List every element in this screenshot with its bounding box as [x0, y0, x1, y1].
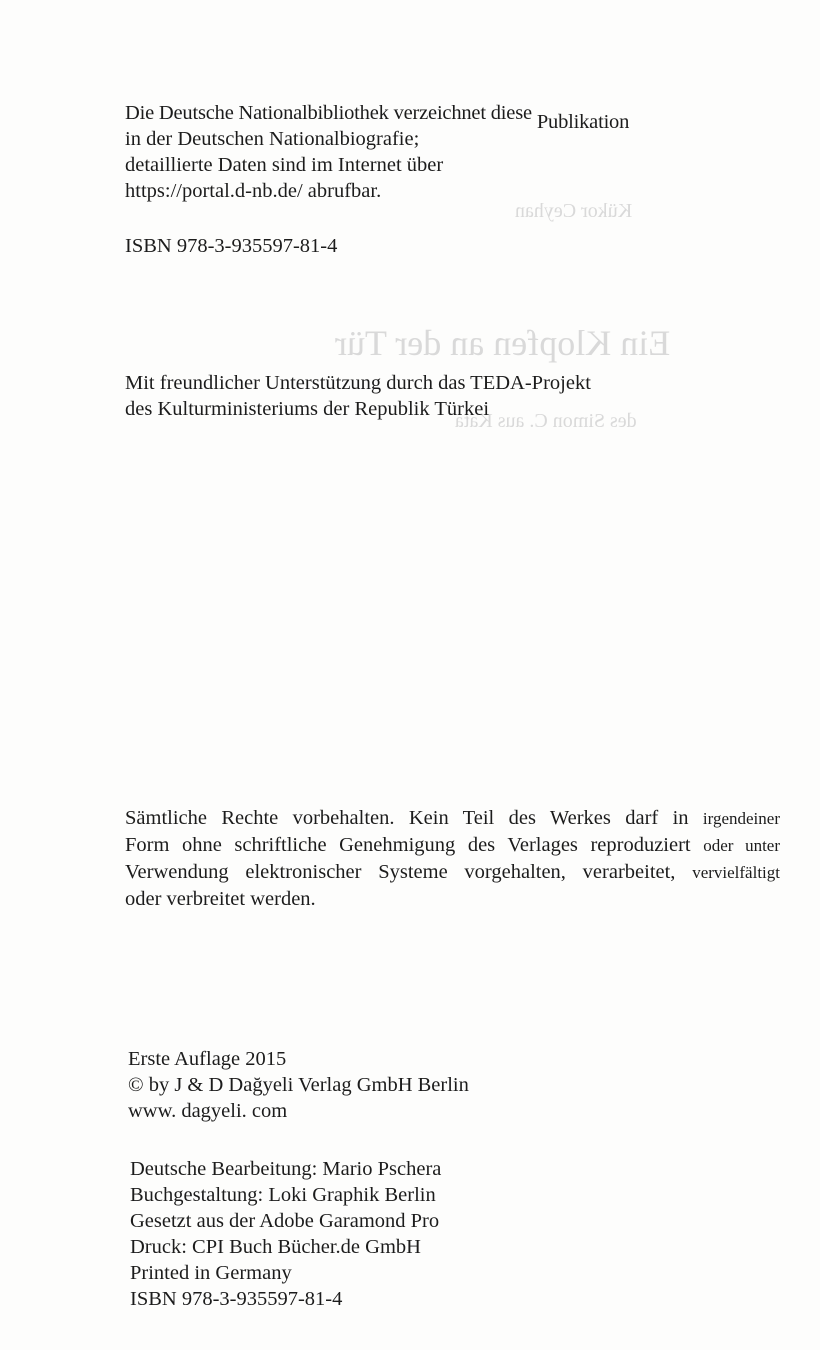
- rights-line3: [125, 859, 780, 886]
- isbn-top: [125, 233, 337, 259]
- support-notice: [125, 370, 591, 422]
- rights-line1-small: irgendeiner: [702, 809, 780, 828]
- bleed-through-decoration: Ein Klopfen an der Tür: [335, 323, 671, 363]
- bleed-through-decoration: Kükor Ceyhan: [515, 200, 633, 222]
- dnb-notice-line4: https://portal.d-nb.de/ abrufbar.: [125, 180, 382, 202]
- rights-line1: [125, 805, 780, 832]
- rights-line3-main: Verwendung elektronischer Systeme vorgehalten, verarbeitet,: [125, 861, 676, 883]
- dnb-notice-line3: detaillierte Daten sind im Internet über: [125, 154, 444, 176]
- credit-print: Druck: CPI Buch Bücher.de GmbH: [130, 1236, 421, 1258]
- isbn-top-text: ISBN 978-3-935597-81-4: [125, 235, 338, 257]
- first-edition: Erste Auflage 2015: [128, 1048, 287, 1070]
- support-line2: des Kulturministeriums der Republik Türkei: [125, 398, 490, 420]
- rights-line2: [125, 832, 780, 859]
- rights-notice: [125, 805, 780, 912]
- dnb-notice-line: [125, 100, 630, 133]
- rights-line4: oder verbreitet werden.: [125, 888, 316, 910]
- support-line1: Mit freundlicher Unterstützung durch das TEDA-Projekt: [125, 372, 591, 394]
- credits: [130, 1156, 441, 1312]
- dnb-notice-line1: Die Deutsche Nationalbibliothek verzeichnet diese: [125, 102, 532, 124]
- copyright-line: © by J & D Dağyeli Verlag GmbH Berlin: [128, 1074, 469, 1096]
- credit-isbn: ISBN 978-3-935597-81-4: [130, 1288, 343, 1310]
- credit-adaptation: Deutsche Bearbeitung: Mario Pschera: [130, 1158, 442, 1180]
- rights-line3-small: vervielfältigt: [692, 863, 780, 882]
- credit-design: Buchgestaltung: Loki Graphik Berlin: [130, 1184, 436, 1206]
- publisher-website: www. dagyeli. com: [128, 1100, 288, 1122]
- edition-info: [128, 1046, 469, 1124]
- bleed-through-decoration: des Simon C. aus Kata: [455, 410, 637, 432]
- rights-line2-main: Form ohne schriftliche Genehmigung des Verlages reproduziert: [125, 834, 691, 856]
- rights-line1-main: Sämtliche Rechte vorbehalten. Kein Teil des Werkes darf in: [125, 807, 689, 829]
- credit-printed-in: Printed in Germany: [130, 1262, 292, 1284]
- rights-line2-small: oder unter: [703, 836, 780, 855]
- dnb-notice: [125, 100, 629, 204]
- credit-typeset: Gesetzt aus der Adobe Garamond Pro: [130, 1210, 440, 1232]
- dnb-notice-line1-tail: Publikation: [536, 111, 630, 133]
- dnb-notice-line2: in der Deutschen Nationalbiografie;: [125, 128, 420, 150]
